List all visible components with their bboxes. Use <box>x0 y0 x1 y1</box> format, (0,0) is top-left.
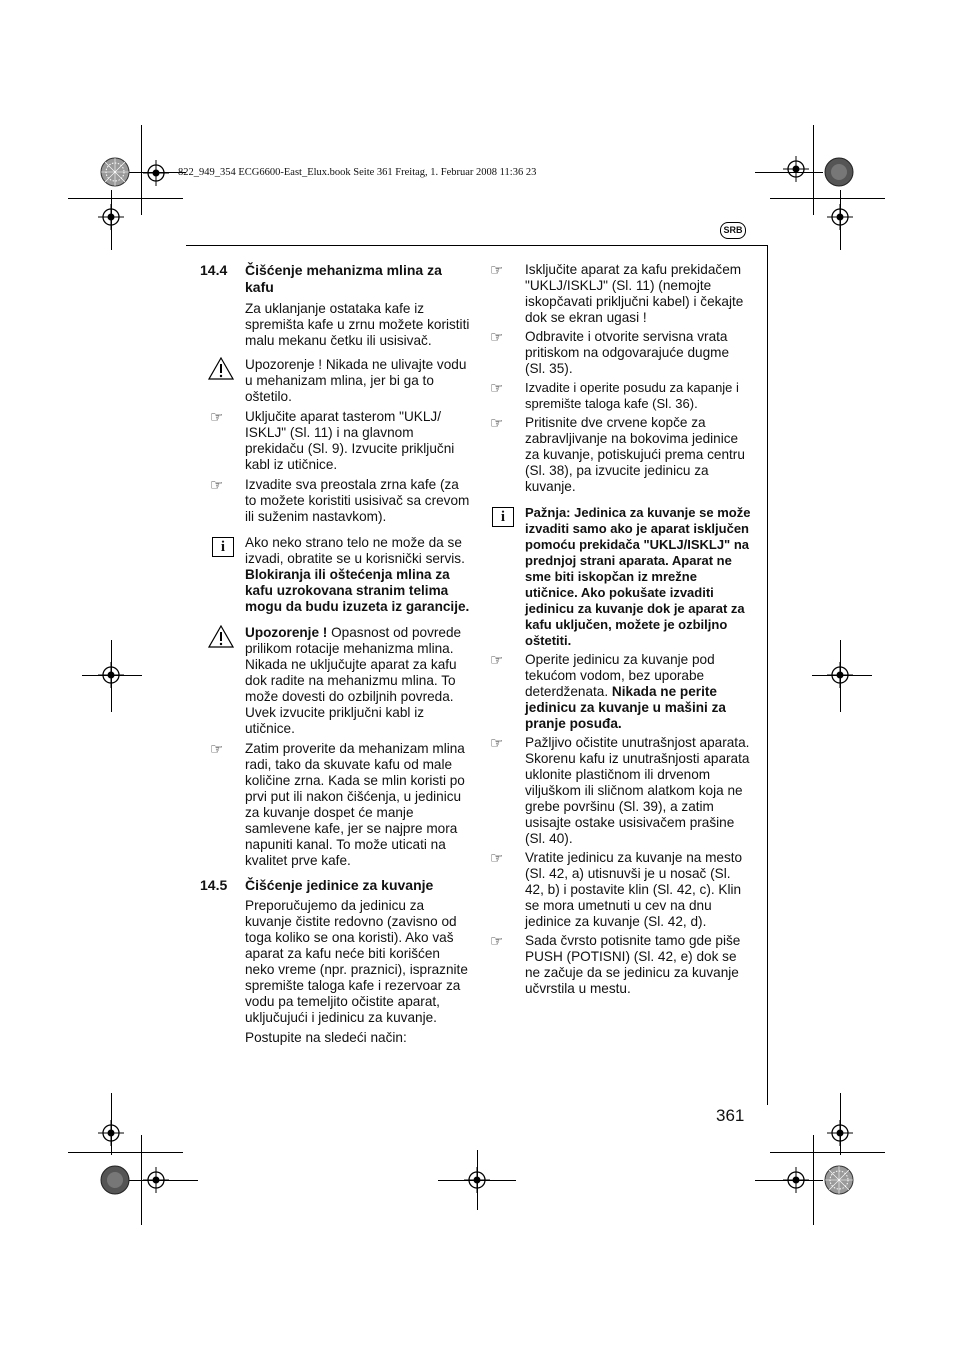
section-title: Čišćenje mehanizma mlina za kafu <box>245 262 442 295</box>
instruction-text: Sada čvrsto potisnite tamo gde piše PUSH (POTISNI) (Sl. 42, e) dok se ne začuje da se jedinicu za kuvanje učvrstila u mestu. <box>525 933 741 996</box>
registration-crosshair-icon <box>827 662 853 688</box>
info-icon: i <box>212 537 234 557</box>
pointing-hand-icon: ☞ <box>490 932 504 950</box>
instruction-text-bold: Nikada ne perite jedinicu za kuvanje u mašini za pranje posuđa. <box>525 684 726 731</box>
registration-crosshair-icon <box>143 160 169 186</box>
instruction-item <box>490 329 752 377</box>
star-target-icon <box>100 157 130 187</box>
instruction-text: Uključite aparat tasterom "UKLJ/ ISKLJ" (Sl. 11) i na glavnom prekidaču (Sl. 9). Izvucite priključni kabl iz utičnice. <box>245 409 455 472</box>
paragraph: Preporučujemo da jedinicu za kuvanje čistite redovno (zavisno od toga koliko se ona koristi). Ako vaš aparat za kafu neće biti korišćen neko vreme (npr. praznici), ispraznite spremište taloga kafe i rezervoar za vodu pa temeljito očistite aparat, uključujući i jedinicu za kuvanje. <box>245 898 468 1025</box>
instruction-text: Pritisnite dve crvene kopče za zabravljivanje na bokovima jedinice za kuvanje, potiskujući prema centru (Sl. 38), pa izvucite jedinicu za kuvanje. <box>525 415 745 494</box>
instruction-item <box>200 409 470 473</box>
pointing-hand-icon: ☞ <box>210 476 224 494</box>
crop-line <box>770 1152 885 1153</box>
instruction-item <box>490 380 752 412</box>
info-note <box>200 535 470 615</box>
info-note <box>490 505 752 649</box>
instruction-text: Operite jedinicu za kuvanje pod tekućom vodom, bez uporabe deterdženata. <box>525 652 715 699</box>
note-text: Ako neko strano telo ne može da se izvadi, obratite se u korisnički servis. <box>245 535 465 566</box>
warning-triangle-icon <box>208 357 234 380</box>
instruction-text: Odbravite i otvorite servisna vrata pritiskom na odgovarajuće dugme (Sl. 35). <box>525 329 730 376</box>
instruction-item <box>490 652 752 732</box>
instruction-text: Izvadite i operite posudu za kapanje i spremište taloga kafe (Sl. 36). <box>525 380 739 411</box>
section-number: 14.5 <box>200 877 228 893</box>
pointing-hand-icon: ☞ <box>490 734 504 752</box>
language-badge: SRB <box>720 222 746 239</box>
page-number: 361 <box>716 1106 745 1125</box>
warning-triangle-icon <box>208 625 234 648</box>
pointing-hand-icon: ☞ <box>490 379 504 397</box>
instruction-text: Vratite jedinicu za kuvanje na mesto (Sl. 42, a) utisnuvši je u nosač (Sl. 42, b) i postavite klin (Sl. 42, c). Klin se mora umetnuti u cev na dnu jedinice za kuvanje (Sl. 42, d). <box>525 850 743 929</box>
section-number: 14.4 <box>200 262 228 278</box>
instruction-item <box>200 477 470 525</box>
page-top-rule <box>186 245 768 246</box>
right-column <box>490 262 752 997</box>
pointing-hand-icon: ☞ <box>490 849 504 867</box>
pointing-hand-icon: ☞ <box>210 408 224 426</box>
note-text: Upozorenje ! Nikada ne ulivajte vodu u mehanizam mlina, jer bi ga to oštetilo. <box>245 357 467 404</box>
pointing-hand-icon: ☞ <box>490 414 504 432</box>
pointing-hand-icon: ☞ <box>210 740 224 758</box>
section-heading-14-5 <box>200 877 470 894</box>
instruction-text: Pažljivo očistite unutrašnjost aparata. Skorenu kafu iz unutrašnjosti aparata uklonite plastičnom ili drvenom viljuškom ili sličnom alatkom koja ne grebe površinu (Sl. 39), a zatim usisajte ostake usisivačem prašine (Sl. 40). <box>525 735 750 846</box>
instruction-item <box>490 415 752 495</box>
color-target-icon <box>824 157 854 187</box>
registration-crosshair-icon <box>143 1167 169 1193</box>
registration-crosshair-icon <box>783 156 809 182</box>
pointing-hand-icon: ☞ <box>490 651 504 669</box>
registration-crosshair-icon <box>827 1120 853 1146</box>
note-text-bold: Pažnja: Jedinica za kuvanje se može izvaditi samo ako je aparat isključen pomoću prekidača "UKLJ/ISKLJ" na prednjoj strani aparata. Aparat ne sme biti iskopčan iz mrežne utičnice. Ako pokušate izvaditi jedinicu za kuvanje dok je aparat za kafu uključen, možete je ozbiljno oštetiti. <box>525 505 751 648</box>
book-file-header: 822_949_354 ECG6600-East_Elux.book Seite 361 Freitag, 1. Februar 2008 11:36 23 <box>178 167 537 178</box>
crop-line <box>68 198 183 199</box>
instruction-item <box>490 850 752 930</box>
note-text-bold: Upozorenje ! <box>245 625 328 640</box>
page-right-rule <box>767 245 768 1105</box>
crop-line <box>141 125 142 215</box>
left-column <box>200 262 470 1046</box>
pointing-hand-icon: ☞ <box>490 328 504 346</box>
section-heading-14-4 <box>200 262 470 296</box>
crop-line <box>68 1152 183 1153</box>
registration-crosshair-icon <box>464 1167 490 1193</box>
paragraph: Postupite na sledeći način: <box>245 1030 407 1045</box>
pointing-hand-icon: ☞ <box>490 261 504 279</box>
instruction-text: Izvadite sva preostala zrna kafe (za to možete koristiti usisivač sa crevom ili suženim nastavkom). <box>245 477 470 524</box>
registration-crosshair-icon <box>98 662 124 688</box>
registration-crosshair-icon <box>98 204 124 230</box>
registration-crosshair-icon <box>98 1120 124 1146</box>
paragraph: Za uklanjanje ostataka kafe iz spremišta kafe u zrnu možete koristiti malu mekanu četku ili usisivač. <box>245 301 470 348</box>
color-target-icon <box>100 1165 130 1195</box>
warning-note <box>200 625 470 737</box>
instruction-text: Zatim proverite da mehanizam mlina radi, tako da skuvate kafu od male količine zrna. Kada se mlin koristi po prvi put ili nakon čišćenja, u jedinicu za kuvanje dospet će manje samlevene kafe, jer se najpre mora napuniti kanal. To može uticati na kvalitet prve kafe. <box>245 741 465 868</box>
instruction-text: Isključite aparat za kafu prekidačem "UKLJ/ISKLJ" (Sl. 11) (nemojte iskopčavati priključni kabel) i čekajte dok se ekran ugasi ! <box>525 262 744 325</box>
registration-crosshair-icon <box>783 1167 809 1193</box>
instruction-item <box>490 262 752 326</box>
warning-note <box>200 357 470 405</box>
crop-line <box>770 198 885 199</box>
crop-line <box>813 125 814 215</box>
instruction-item <box>490 933 752 997</box>
instruction-item <box>490 735 752 847</box>
note-text: Opasnost od povrede prilikom rotacije mehanizma mlina. Nikada ne uključujte aparat za kafu dok radite na mehanizmu mlina. To može dovesti do ozbiljnih povreda. Uvek izvucite priključni kabl iz utičnice. <box>245 625 462 736</box>
star-target-icon <box>824 1165 854 1195</box>
section-title: Čišćenje jedinice za kuvanje <box>245 877 434 893</box>
note-text-bold: Blokiranja ili oštećenja mlina za kafu uzrokovana stranim telima mogu da budu izuzeta iz garancije. <box>245 567 470 614</box>
instruction-item <box>200 741 470 869</box>
registration-crosshair-icon <box>827 204 853 230</box>
info-icon: i <box>492 507 514 527</box>
